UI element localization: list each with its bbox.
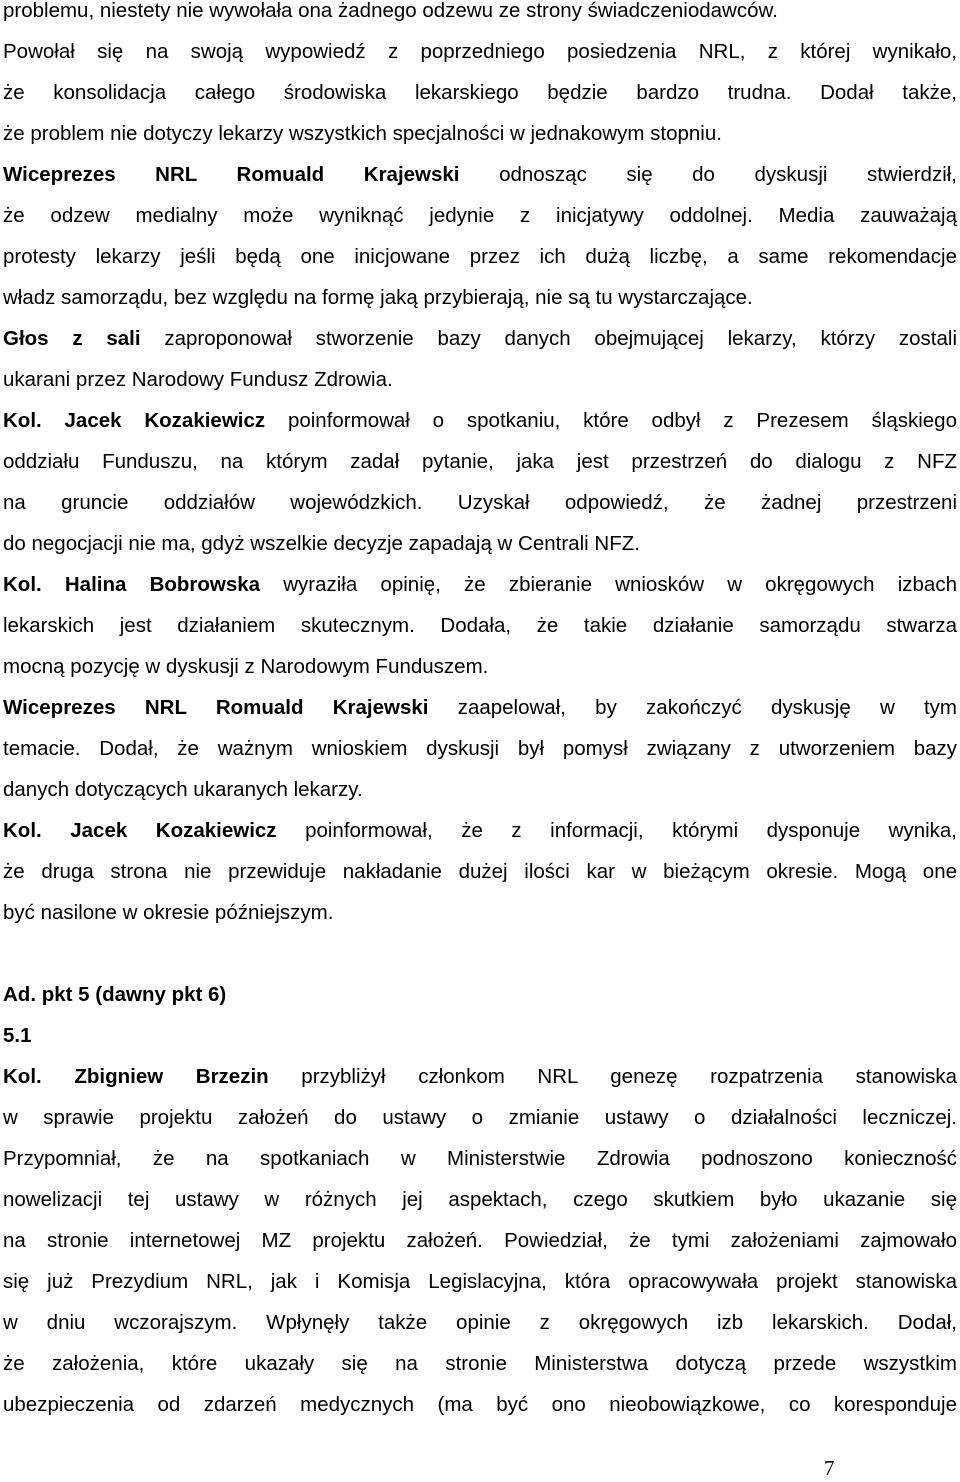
speaker-name: Kol. Zbigniew Brzezin — [3, 1065, 269, 1088]
text-segment: władz samorządu, bez względu na formę jaką przybierają, nie są tu wystarczające. — [3, 286, 753, 309]
text-segment: poinformował o spotkaniu, które odbył z Prezesem śląskiego — [265, 409, 957, 432]
text-segment: w sprawie projektu założeń do ustawy o zmianie ustawy o działalności leczniczej. — [3, 1106, 957, 1129]
text-line — [3, 810, 957, 851]
text-line — [3, 646, 957, 687]
text-line — [3, 687, 957, 728]
text-line — [3, 605, 957, 646]
text-line — [3, 72, 957, 113]
text-line — [3, 1220, 957, 1261]
text-line — [3, 523, 957, 564]
paragraph — [3, 564, 957, 687]
text-segment: Powołał się na swoją wypowiedź z poprzedniego posiedzenia NRL, z której wynikało, — [3, 40, 957, 63]
text-line — [3, 195, 957, 236]
text-segment: zaproponował stworzenie bazy danych obejmującej lekarzy, którzy zostali — [140, 327, 957, 350]
text-line — [3, 441, 957, 482]
text-line — [3, 1302, 957, 1343]
section-heading: 5.1 — [3, 1024, 32, 1047]
text-line — [3, 359, 957, 400]
text-segment: poinformował, że z informacji, którymi dysponuje wynika, — [276, 819, 957, 842]
text-line — [3, 1056, 957, 1097]
text-segment: odnosząc się do dyskusji stwierdził, — [459, 163, 957, 186]
paragraph — [3, 154, 957, 318]
text-line — [3, 400, 957, 441]
paragraph — [3, 31, 957, 154]
text-line — [3, 154, 957, 195]
text-segment: że problem nie dotyczy lekarzy wszystkich specjalności w jednakowym stopniu. — [3, 122, 722, 145]
text-segment: problemu, niestety nie wywołała ona żadnego odzewu ze strony świadczeniodawców. — [3, 0, 778, 22]
text-line — [3, 318, 957, 359]
text-line — [3, 1261, 957, 1302]
text-segment: zaapelował, by zakończyć dyskusję w tym — [428, 696, 957, 719]
text-segment: do negocjacji nie ma, gdyż wszelkie decyzje zapadają w Centrali NFZ. — [3, 532, 640, 555]
text-segment: wyraziła opinię, że zbieranie wniosków w okręgowych izbach — [260, 573, 957, 596]
text-segment: że konsolidacja całego środowiska lekarskiego będzie bardzo trudna. Dodał także, — [3, 81, 957, 104]
text-segment: na stronie internetowej MZ projektu założeń. Powiedział, że tymi założeniami zajmowało — [3, 1229, 957, 1252]
paragraph-gap — [3, 933, 957, 974]
text-line — [3, 851, 957, 892]
text-line — [3, 1343, 957, 1384]
text-segment: że druga strona nie przewiduje nakładanie dużej ilości kar w bieżącym okresie. Mogą one — [3, 860, 957, 883]
section-heading: Ad. pkt 5 (dawny pkt 6) — [3, 983, 227, 1006]
text-segment: Przypomniał, że na spotkaniach w Ministerstwie Zdrowia podnoszono konieczność — [3, 1147, 957, 1170]
text-segment: być nasilone w okresie późniejszym. — [3, 901, 334, 924]
text-line — [3, 1097, 957, 1138]
page-number: 7 — [824, 1456, 835, 1480]
text-segment: danych dotyczących ukaranych lekarzy. — [3, 778, 363, 801]
text-line — [3, 728, 957, 769]
paragraph — [3, 400, 957, 564]
paragraph — [3, 318, 957, 400]
text-segment: że odzew medialny może wyniknąć jedynie z inicjatywy oddolnej. Media zauważają — [3, 204, 957, 227]
paragraph — [3, 0, 957, 31]
text-line — [3, 277, 957, 318]
document-page — [3, 0, 957, 1425]
text-line — [3, 892, 957, 933]
text-line — [3, 31, 957, 72]
text-segment: się już Prezydium NRL, jak i Komisja Legislacyjna, która opracowywała projekt stanowiska — [3, 1270, 957, 1293]
speaker-name: Kol. Jacek Kozakiewicz — [3, 409, 266, 432]
text-line — [3, 1138, 957, 1179]
text-line — [3, 769, 957, 810]
text-segment: na gruncie oddziałów wojewódzkich. Uzyskał odpowiedź, że żadnej przestrzeni — [3, 491, 957, 514]
text-line — [3, 0, 957, 31]
text-segment: że założenia, które ukazały się na stronie Ministerstwa dotyczą przede wszystkim — [3, 1352, 957, 1375]
speaker-name: Wiceprezes NRL Romuald Krajewski — [3, 696, 429, 719]
paragraph — [3, 1056, 957, 1425]
text-line — [3, 1384, 957, 1425]
text-line — [3, 1179, 957, 1220]
paragraph — [3, 810, 957, 933]
text-segment: nowelizacji tej ustawy w różnych jej aspektach, czego skutkiem było ukazanie się — [3, 1188, 957, 1211]
text-line — [3, 564, 957, 605]
speaker-name: Kol. Jacek Kozakiewicz — [3, 819, 277, 842]
speaker-name: Wiceprezes NRL Romuald Krajewski — [3, 163, 460, 186]
speaker-name: Głos z sali — [3, 327, 141, 350]
text-segment: lekarskich jest działaniem skutecznym. Dodała, że takie działanie samorządu stwarza — [3, 614, 957, 637]
text-segment: w dniu wczorajszym. Wpłynęły także opinie z okręgowych izb lekarskich. Dodał, — [3, 1311, 957, 1334]
text-segment: przybliżył członkom NRL genezę rozpatrzenia stanowiska — [268, 1065, 957, 1088]
text-segment: mocną pozycję w dyskusji z Narodowym Funduszem. — [3, 655, 489, 678]
text-segment: ukarani przez Narodowy Fundusz Zdrowia. — [3, 368, 393, 391]
text-segment: protesty lekarzy jeśli będą one inicjowane przez ich dużą liczbę, a same rekomendacje — [3, 245, 957, 268]
paragraph — [3, 687, 957, 810]
speaker-name: Kol. Halina Bobrowska — [3, 573, 261, 596]
text-segment: ubezpieczenia od zdarzeń medycznych (ma być ono nieobowiązkowe, co koresponduje — [3, 1393, 957, 1416]
text-segment: oddziału Funduszu, na którym zadał pytanie, jaka jest przestrzeń do dialogu z NFZ — [3, 450, 957, 473]
text-line — [3, 236, 957, 277]
text-segment: temacie. Dodał, że ważnym wnioskiem dyskusji był pomysł związany z utworzeniem bazy — [3, 737, 957, 760]
text-line — [3, 113, 957, 154]
text-line — [3, 482, 957, 523]
